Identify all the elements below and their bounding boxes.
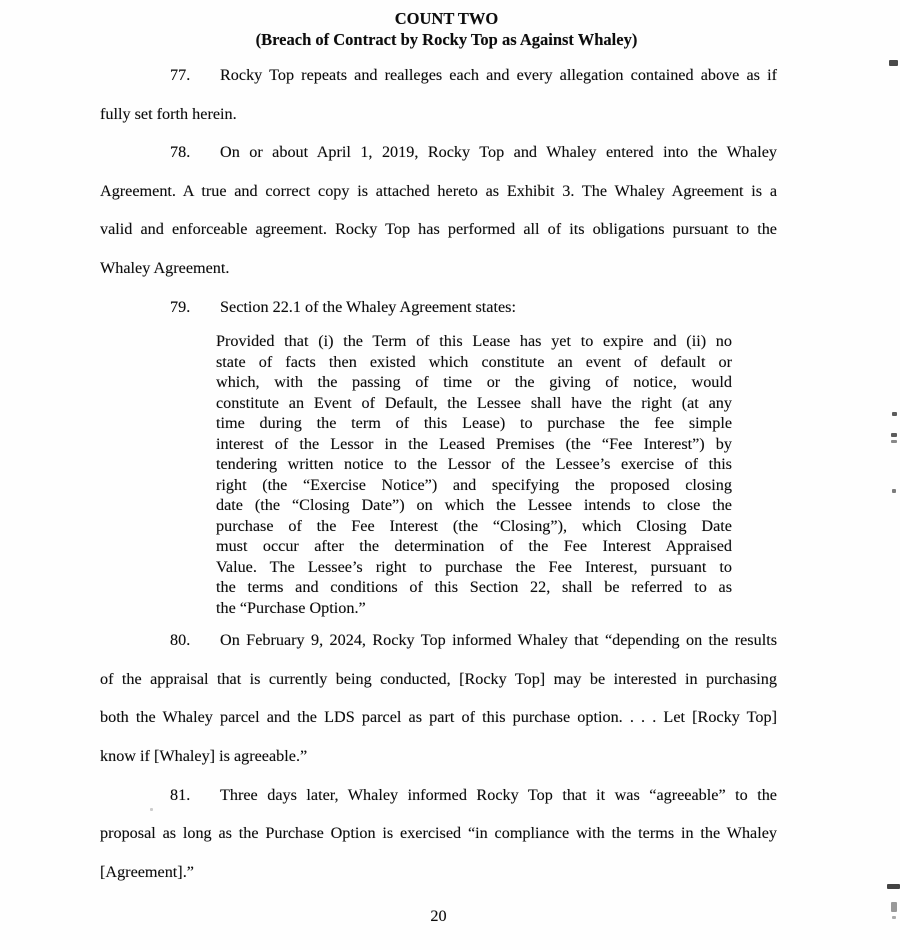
paragraph-number: 80. bbox=[170, 631, 191, 650]
count-subtitle: (Breach of Contract by Rocky Top as Against Whaley) bbox=[255, 30, 638, 49]
scan-artifact bbox=[892, 489, 896, 493]
text-line: state of facts then existed which constitute an event of default or bbox=[216, 352, 732, 371]
paragraph-continuation bbox=[100, 660, 777, 776]
scan-artifact bbox=[892, 916, 896, 919]
text-line: right (the “Exercise Notice”) and specifying the proposed closing bbox=[216, 475, 732, 494]
paragraph-78 bbox=[100, 133, 777, 287]
paragraph-first-line: Section 22.1 of the Whaley Agreement states: bbox=[220, 297, 516, 316]
text-line: the terms and conditions of this Section 22, shall be referred to as bbox=[216, 578, 732, 597]
scan-artifact bbox=[889, 60, 898, 66]
text-line: [Agreement].” bbox=[100, 862, 194, 881]
text-line: must occur after the determination of the Fee Interest Appraised bbox=[216, 537, 732, 556]
paragraph-first-row bbox=[100, 288, 777, 327]
paragraph-first-line: On or about April 1, 2019, Rocky Top and Whaley entered into the Whaley bbox=[220, 143, 777, 162]
text-line: proposal as long as the Purchase Option is exercised “in compliance with the terms in the Whaley bbox=[100, 824, 777, 843]
scan-artifact bbox=[891, 902, 897, 912]
scan-artifact bbox=[887, 884, 900, 889]
paragraph-number: 79. bbox=[170, 297, 191, 316]
text-line: purchase of the Fee Interest (the “Closing”), which Closing Date bbox=[216, 516, 732, 535]
text-line: tendering written notice to the Lessor of the Lessee’s exercise of this bbox=[216, 455, 732, 474]
count-heading bbox=[116, 8, 777, 50]
text-line: fully set forth herein. bbox=[100, 104, 237, 123]
paragraph-77 bbox=[100, 56, 777, 133]
scan-artifact bbox=[891, 433, 897, 437]
paragraph-first-row bbox=[100, 133, 777, 172]
paragraph-number: 78. bbox=[170, 143, 191, 162]
text-line: date (the “Closing Date”) on which the Lessee intends to close the bbox=[216, 496, 732, 515]
text-line: time during the term of this Lease) to purchase the fee simple bbox=[216, 414, 732, 433]
count-title: COUNT TWO bbox=[394, 9, 499, 28]
scan-artifact bbox=[150, 808, 153, 811]
paragraph-first-row bbox=[100, 56, 777, 95]
text-line: Whaley Agreement. bbox=[100, 258, 230, 277]
text-line: both the Whaley parcel and the LDS parcel as part of this purchase option. . . . Let [Rocky Top] bbox=[100, 708, 777, 727]
paragraph-first-row bbox=[100, 776, 777, 815]
paragraph-continuation bbox=[100, 172, 777, 288]
paragraph-80 bbox=[100, 621, 777, 775]
paragraph-number: 81. bbox=[170, 785, 191, 804]
paragraph-continuation bbox=[100, 814, 777, 891]
document-content bbox=[100, 8, 777, 928]
text-line: Agreement. A true and correct copy is attached hereto as Exhibit 3. The Whaley Agreement is a bbox=[100, 181, 777, 200]
paragraph-79 bbox=[100, 288, 777, 327]
text-line: which, with the passing of time or the giving of notice, would bbox=[216, 373, 732, 392]
paragraph-first-row bbox=[100, 621, 777, 660]
scan-artifact bbox=[891, 440, 897, 443]
scan-artifact bbox=[892, 412, 897, 416]
text-line: valid and enforceable agreement. Rocky Top has performed all of its obligations pursuant to the bbox=[100, 220, 777, 239]
paragraph-first-line: Rocky Top repeats and realleges each and every allegation contained above as if bbox=[220, 66, 777, 84]
paragraph-81 bbox=[100, 776, 777, 892]
text-line: interest of the Lessor in the Leased Premises (the “Fee Interest”) by bbox=[216, 434, 732, 453]
text-line: Provided that (i) the Term of this Lease has yet to expire and (ii) no bbox=[216, 332, 732, 351]
paragraph-number: 77. bbox=[170, 66, 191, 84]
page-number: 20 bbox=[430, 907, 447, 926]
block-quote bbox=[216, 331, 732, 618]
paragraph-first-line: On February 9, 2024, Rocky Top informed Whaley that “depending on the results bbox=[220, 631, 777, 650]
paragraph-first-line: Three days later, Whaley informed Rocky Top that it was “agreeable” to the bbox=[220, 785, 777, 804]
paragraph-continuation bbox=[100, 95, 777, 134]
text-line: know if [Whaley] is agreeable.” bbox=[100, 746, 308, 765]
text-line: Value. The Lessee’s right to purchase the Fee Interest, pursuant to bbox=[216, 557, 732, 576]
text-line: of the appraisal that is currently being conducted, [Rocky Top] may be interested in purchasing bbox=[100, 669, 777, 688]
text-line: the “Purchase Option.” bbox=[216, 598, 366, 617]
text-line: constitute an Event of Default, the Lessee shall have the right (at any bbox=[216, 393, 732, 412]
